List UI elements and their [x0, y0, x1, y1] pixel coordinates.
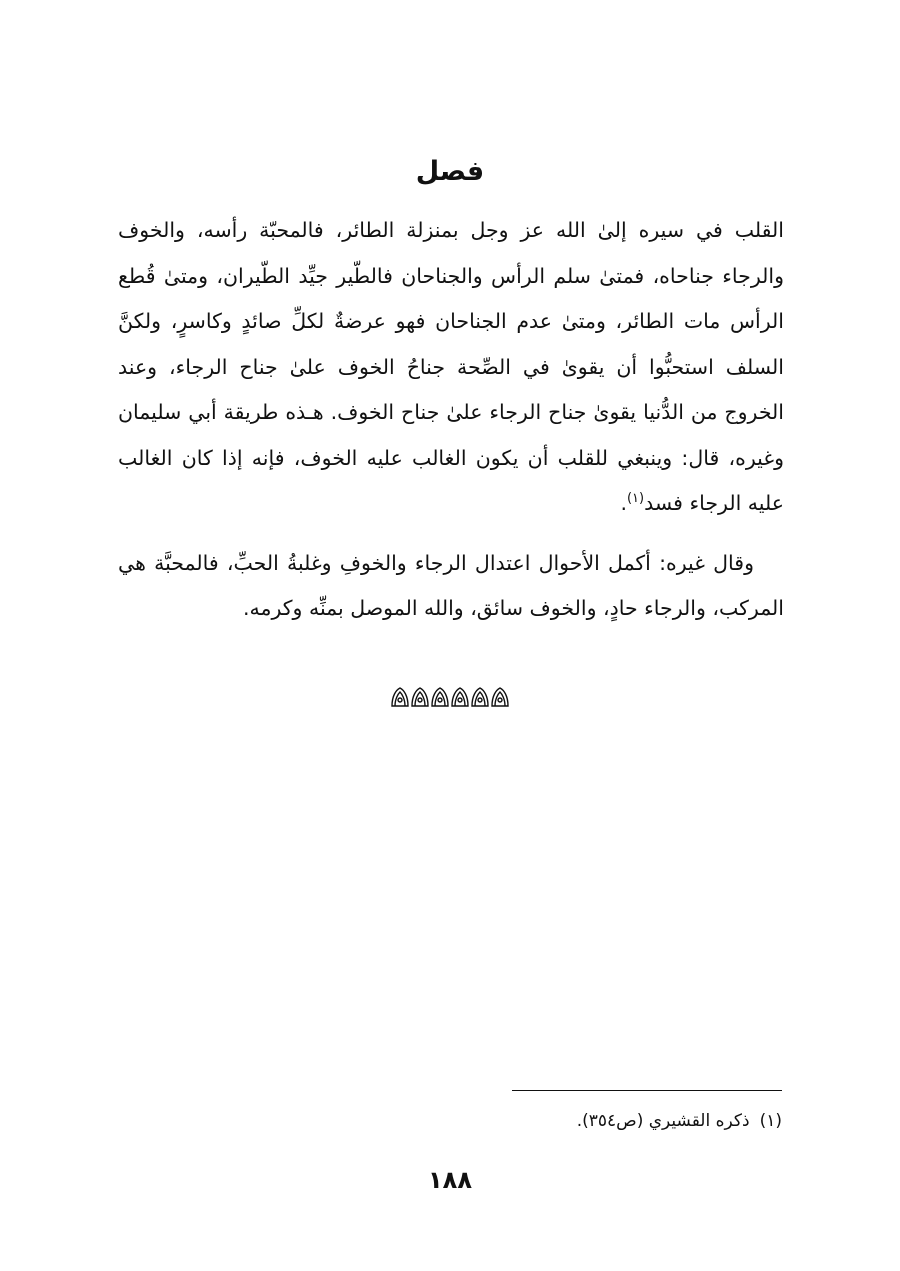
footnote-text: ذكره القشيري (ص٣٥٤).: [576, 1111, 750, 1131]
main-text: [118, 208, 784, 632]
paragraph-2: وقال غيره: أكمل الأحوال اعتدال الرجاء والخوفِ وغلبةُ الحبِّ، فالمحبَّة هي المركب، والرجاء حادٍ، والخوف سائق، والله الموصل بمنِّه وكرمه.: [118, 550, 784, 620]
paragraph-1-end: .: [620, 491, 627, 515]
section-title: فصل: [415, 156, 485, 187]
paragraph-1-text: القلب في سيره إلىٰ الله عز وجل بمنزلة الطائر، فالمحبّة رأسه، والخوف والرجاء جناحاه، فمتىٰ سلم الرأس والجناحان فالطّير جيِّد الطّيران، ومتىٰ قُطع الرأس مات الطائر، ومتىٰ عدم الجناحان فهو عرضةٌ لكلِّ صائدٍ وكاسرٍ، ولكنَّ السلف استحبُّوا أن يقوىٰ في الصِّحة جناحُ الخوف علىٰ جناح الرجاء، وعند الخروج من الدُّنيا يقوىٰ جناح الرجاء علىٰ جناح الخوف. هـذه طريقة أبي سليمان وغيره، قال: وينبغي للقلب أن يكون الغالب عليه الخوف، فإنه إذا كان الغالب عليه الرجاء فسد: [118, 218, 784, 515]
paragraph-1: [118, 208, 784, 527]
footnote-number: (١): [759, 1111, 782, 1131]
footnote-reference[interactable]: (١): [626, 491, 645, 507]
footnote-1: [577, 1106, 782, 1136]
floral-divider-icon: [390, 683, 510, 713]
page-number: ١٨٨: [428, 1166, 472, 1194]
footnote-divider: [512, 1090, 782, 1091]
